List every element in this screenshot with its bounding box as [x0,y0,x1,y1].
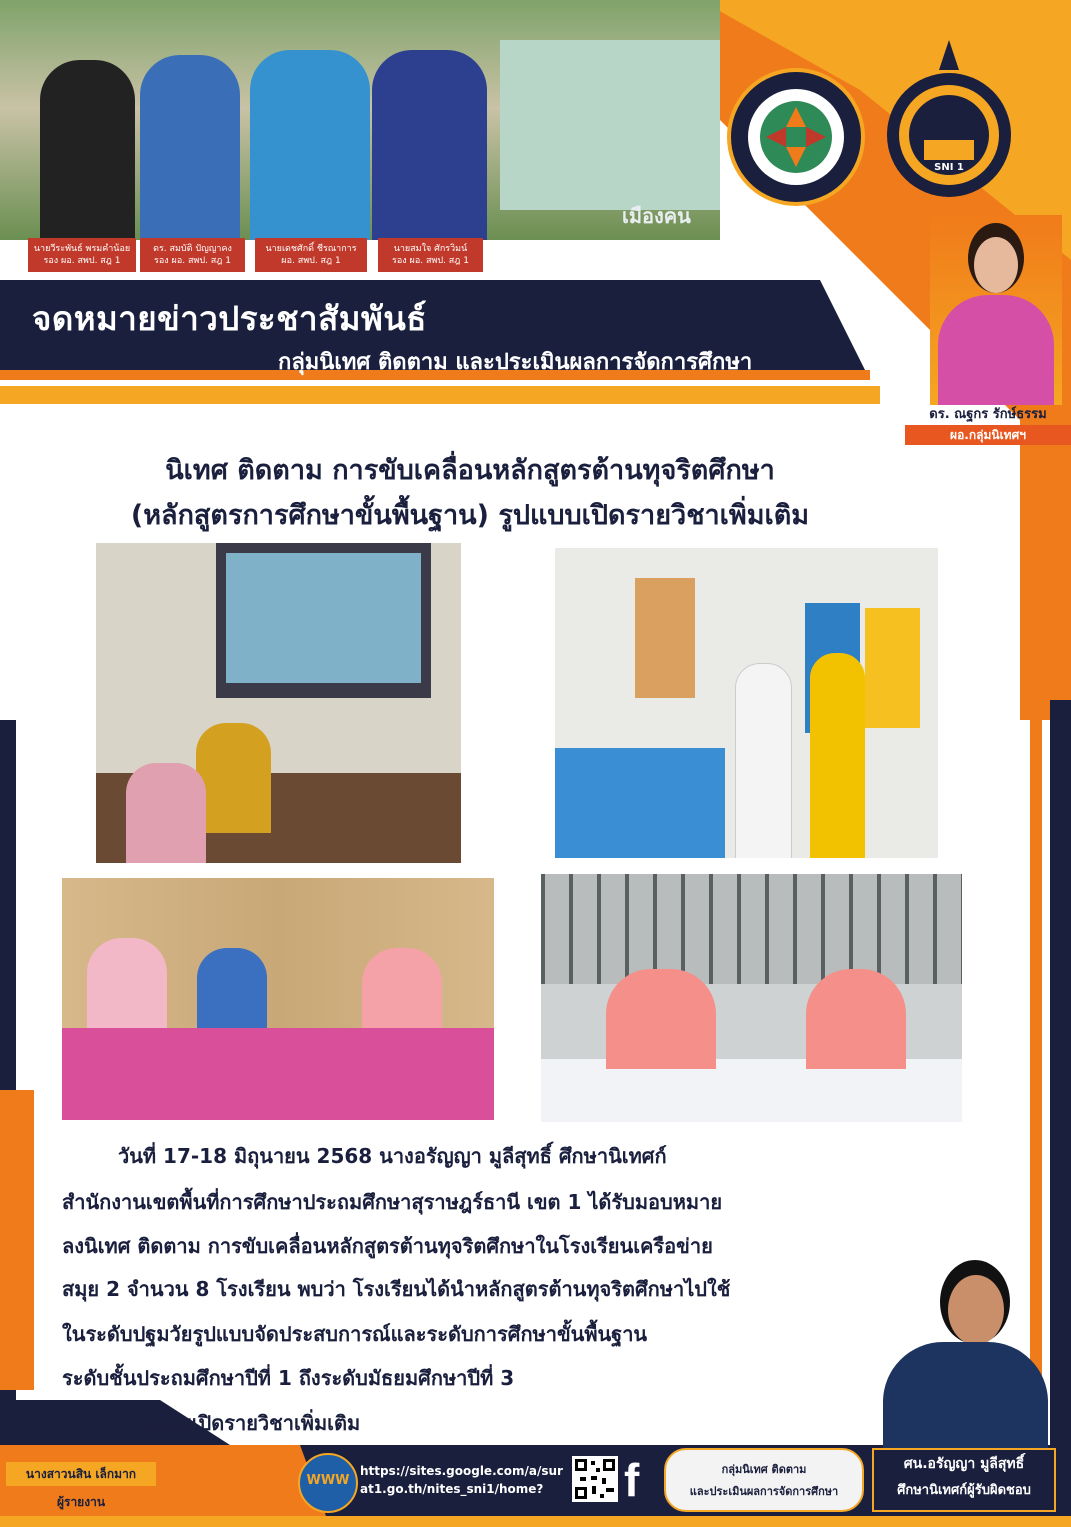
director-photo [930,215,1062,405]
staff-name: นายสมใจ ศักรวิมน์ [393,244,468,254]
staff-name: นายวีระพันธ์ พรมคำน้อย [33,244,131,254]
staff-role: ผอ. สพป. สฎ 1 [281,256,341,266]
banner-stripe [0,386,880,404]
network-logo [727,68,865,206]
activity-photo-3 [62,878,494,1120]
staff-caption-4 [378,238,483,272]
supervisor-name: ศน.อรัญญา มูลีสุทธิ์ [903,1456,1025,1472]
facebook-page-badge[interactable] [664,1448,864,1512]
activity-photo-4 [541,874,962,1122]
qr-code-icon[interactable] [572,1456,618,1502]
sni1-logo [884,40,1014,205]
supervisor-role: ศึกษานิเทศก์ผู้รับผิดชอบ [897,1483,1031,1498]
newsletter-subtitle: กลุ่มนิเทศ ติดตาม และประเมินผลการจัดการศึกษา [278,350,753,375]
supervisor-nameplate [872,1448,1056,1512]
facebook-page-line-1: กลุ่มนิเทศ ติดตาม [721,1463,807,1476]
staff-role: รอง ผอ. สพป. สฎ 1 [154,256,231,266]
body-line-6: ระดับชั้นประถมศึกษาปีที่ 1 ถึงระดับมัธยมศึกษาปีที่ 3 [62,1366,515,1390]
activity-photo-1 [96,543,461,863]
sign-text: เมืองคน [622,204,691,228]
staff-name: ดร. สมบัติ ปัญญาคง [153,244,232,254]
headline-line-1: นิเทศ ติดตาม การขับเคลื่อนหลักสูตรต้านทุจริตศึกษา [165,455,775,486]
director-role: ผอ.กลุ่มนิเทศฯ [905,425,1071,445]
activity-photo-2 [555,548,938,858]
body-line-7: รูปแบบเปิดรายวิชาเพิ่มเติม [130,1411,361,1435]
staff-name: นายเดชศักดิ์ ชีรณาการ [265,244,357,254]
reporter-box [6,1454,156,1516]
staff-caption-1 [28,238,136,272]
director-name: ดร. ณฐกร รักษ์ธรรม [929,407,1047,422]
body-line-2: สำนักงานเขตพื้นที่การศึกษาประถมศึกษาสุราษฎร์ธานี เขต 1 ได้รับมอบหมาย [62,1190,723,1214]
body-line-5: ในระดับปฐมวัยรูปแบบจัดประสบการณ์และระดับการศึกษาขั้นพื้นฐาน [62,1322,648,1346]
staff-caption-3 [255,238,367,272]
director-nameplate [905,405,1071,445]
supervisor-photo [878,1260,1053,1450]
facebook-icon[interactable]: f [624,1454,640,1506]
staff-caption-2 [140,238,245,272]
newsletter-title: จดหมายข่าวประชาสัมพันธ์ [32,299,427,338]
body-line-4: สมุย 2 จำนวน 8 โรงเรียน พบว่า โรงเรียนได้นำหลักสูตรต้านทุจริตศึกษาไปใช้ [62,1277,731,1301]
reporter-name: นางสาวนสิน เล็กมาก [6,1462,156,1486]
website-url-line-2: at1.go.th/nites_sni1/home? [360,1482,544,1496]
body-line-3: ลงนิเทศ ติดตาม การขับเคลื่อนหลักสูตรต้านทุจริตศึกษาในโรงเรียนเครือข่าย [62,1234,713,1258]
www-icon [298,1453,358,1513]
headline-line-2: (หลักสูตรการศึกษาขั้นพื้นฐาน) รูปแบบเปิดรายวิชาเพิ่มเติม [130,500,810,531]
sni1-logo-text: SNI 1 [934,162,964,173]
body-line-1: วันที่ 17-18 มิถุนายน 2568 นางอรัญญา มูลีสุทธิ์ ศึกษานิเทศก์ [118,1144,667,1168]
facebook-page-line-2: และประเมินผลการจัดการศึกษา [689,1485,839,1498]
www-label: WWW [306,1473,350,1488]
staff-role: รอง ผอ. สพป. สฎ 1 [392,256,469,266]
staff-group-photo [0,0,720,240]
reporter-role: ผู้รายงาน [6,1490,156,1514]
website-url-line-1: https://sites.google.com/a/sur [360,1464,563,1478]
staff-role: รอง ผอ. สพป. สฎ 1 [43,256,121,266]
website-url[interactable] [360,1462,563,1498]
